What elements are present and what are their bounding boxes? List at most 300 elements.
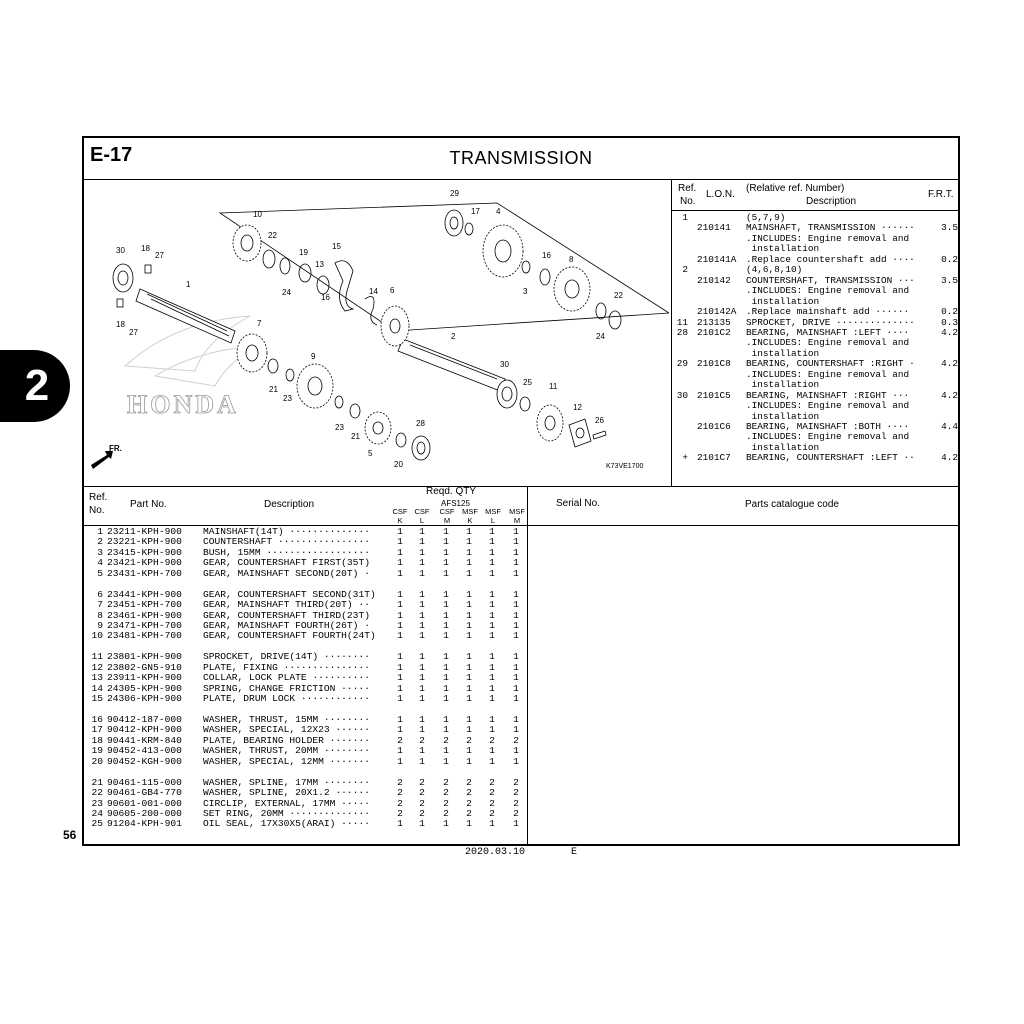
qty-value: 1 [466,682,472,694]
qty-value: 2 [397,787,403,799]
qty-value: 1 [489,557,495,569]
part-number: 23801-KPH-900 [107,651,182,663]
ref-no: 25 [91,818,103,830]
honda-text-watermark: HONDA [127,390,239,419]
ref-table-row [672,453,960,463]
part-description: GEAR, MAINSHAFT FOURTH(26T) · [203,620,370,631]
mainshaft-part [136,289,235,343]
part-number: 23451-KPH-700 [107,599,182,611]
svg-text:23: 23 [335,423,344,432]
ref-no: 11 [91,651,103,663]
qty-value: 1 [397,630,403,642]
svg-text:26: 26 [595,416,604,425]
qty-value: 1 [466,818,472,830]
qty-value: 1 [419,557,425,569]
frt-value: 0.3 [941,316,958,328]
part-description: GEAR, MAINSHAFT SECOND(20T) · [203,567,370,579]
ref-no: 10 [91,630,103,642]
part-description: PLATE, DRUM LOCK ············ [203,693,370,705]
part-number: 23911-KPH-900 [107,672,182,684]
qty-value: 1 [466,672,472,684]
qty-value: 2 [397,797,403,809]
svg-text:7: 7 [257,319,262,328]
part-description: GEAR, COUNTERSHAFT FIRST(35T) [203,557,370,569]
qty-value: 1 [397,651,403,663]
qty-value: 2 [397,807,403,819]
qty-value: 1 [466,693,472,705]
qty-value: 2 [466,787,472,799]
qty-value: 2 [443,787,449,799]
qty-value: 2 [397,734,403,746]
ref-table-header-divider [672,210,960,211]
qty-value: 1 [466,745,472,757]
ref-description: .INCLUDES: Engine removal and [746,368,910,380]
svg-text:3: 3 [523,287,528,296]
frt-value: 4.2 [941,389,958,401]
qty-value: 1 [513,755,519,767]
qty-value: 1 [489,620,495,631]
part-description: GEAR, COUNTERSHAFT SECOND(31T) [203,588,376,600]
qty-value: 1 [443,693,449,705]
ref-no: 12 [91,661,103,673]
part-description: PLATE, BEARING HOLDER ······· [203,734,370,746]
lon-code: 210141 [697,222,731,234]
part-number: 23441-KPH-900 [107,588,182,600]
qty-value: 2 [443,776,449,788]
ref-no: 4 [97,557,103,569]
section-tab: 2 [0,350,70,422]
ref-description: installation [746,379,820,391]
ref-description: .INCLUDES: Engine removal and [746,431,910,443]
qty-value: 1 [466,609,472,621]
qty-value: 2 [419,797,425,809]
svg-text:6: 6 [390,286,395,295]
svg-text:12: 12 [573,403,582,412]
frt-value: 4.2 [941,326,958,338]
qty-value: 1 [489,682,495,694]
part-description: WASHER, THRUST, 15MM ········ [203,713,370,725]
qty-value: 1 [489,588,495,600]
part-description: MAINSHAFT(14T) ·············· [203,526,370,537]
svg-text:22: 22 [268,231,277,240]
qty-column-top: CSF [414,507,430,516]
svg-text:27: 27 [129,328,138,337]
qty-value: 1 [513,526,519,537]
qty-value: 1 [419,630,425,642]
transmission-exploded-diagram [85,181,669,485]
qty-value: 1 [397,693,403,705]
part-number: 23481-KPH-700 [107,630,182,642]
ref-table-row [672,255,960,265]
part-number: 90452-KGH-900 [107,755,182,767]
qty-value: 1 [489,724,495,736]
ref-no: 24 [91,807,103,819]
qty-value: 1 [513,682,519,694]
ref-no: 28 [676,326,688,338]
svg-text:FR.: FR. [109,444,122,453]
qty-value: 1 [466,599,472,611]
honda-wing-watermark [125,316,255,386]
qty-value: 1 [397,526,403,537]
lon-code: 2101C7 [697,452,731,464]
parts-header-serial: Serial No. [556,498,600,509]
ref-no: 2 [682,264,688,276]
qty-value: 1 [397,546,403,558]
part-number: 91204-KPH-901 [107,818,182,830]
qty-value: 1 [489,661,495,673]
qty-value: 1 [443,713,449,725]
qty-value: 1 [513,609,519,621]
qty-value: 1 [397,588,403,600]
qty-value: 2 [489,776,495,788]
svg-text:1: 1 [186,280,191,289]
qty-value: 1 [397,620,403,631]
ref-description: .INCLUDES: Engine removal and [746,337,910,349]
ref-description: BEARING, MAINSHAFT :LEFT ···· [746,326,910,338]
ref-description: COUNTERSHAFT, TRANSMISSION ··· [746,274,915,286]
qty-value: 1 [513,724,519,736]
lon-code: 2101C2 [697,326,731,338]
ref-no: 23 [91,797,103,809]
svg-text:8: 8 [569,255,574,264]
qty-value: 1 [397,661,403,673]
ref-table-row [672,286,960,296]
ref-description: BEARING, MAINSHAFT :RIGHT ··· [746,389,910,401]
qty-column-bottom: L [490,516,496,525]
frt-value: 4.4 [941,421,958,432]
qty-value: 1 [466,713,472,725]
qty-value: 1 [419,661,425,673]
ref-description: SPROCKET, DRIVE ·············· [746,316,915,328]
ref-table-body [672,213,960,473]
ref-no: 18 [91,734,103,746]
page-title: TRANSMISSION [449,148,593,168]
ref-no: 6 [97,588,103,600]
part-number: 23415-KPH-900 [107,546,182,558]
gear-6 [381,306,409,346]
qty-value: 2 [419,734,425,746]
svg-text:16: 16 [542,251,551,260]
gear-10 [233,225,261,261]
part-description: WASHER, SPLINE, 20X1.2 ······ [203,787,370,799]
qty-value: 1 [419,713,425,725]
figure-code: K73VE1700 [606,463,644,470]
svg-text:29: 29 [450,189,459,198]
qty-column-bottom: M [513,516,521,525]
qty-value: 2 [466,797,472,809]
qty-value: 1 [513,818,519,830]
qty-value: 2 [513,797,519,809]
svg-text:23: 23 [283,394,292,403]
qty-value: 1 [397,609,403,621]
qty-value: 1 [513,693,519,705]
qty-value: 2 [513,734,519,746]
qty-value: 1 [489,599,495,611]
qty-value: 1 [513,546,519,558]
svg-text:28: 28 [416,419,425,428]
qty-value: 1 [513,536,519,548]
svg-text:17: 17 [471,207,480,216]
ref-description: (5,7,9) [746,212,786,223]
qty-value: 1 [513,557,519,569]
ref-description: installation [746,410,820,422]
qty-value: 1 [489,745,495,757]
ref-no: 30 [676,389,688,401]
qty-value: 1 [489,609,495,621]
frt-value: 3.5 [941,222,958,234]
ref-no: 14 [91,682,103,694]
svg-text:10: 10 [253,210,262,219]
svg-text:15: 15 [332,242,341,251]
frt-value: 0.2 [941,253,958,265]
ref-no: 29 [676,358,688,370]
bearing-29 [445,210,463,236]
plate-12 [569,419,591,447]
qty-value: 1 [419,672,425,684]
qty-value: 2 [443,734,449,746]
qty-value: 1 [466,651,472,663]
svg-text:11: 11 [549,382,558,391]
part-description: COLLAR, LOCK PLATE ·········· [203,672,370,684]
svg-text:16: 16 [321,293,330,302]
part-number: 24306-KPH-900 [107,693,182,705]
ref-table-row [672,401,960,411]
frt-value: 3.5 [941,274,958,286]
ref-description: .Replace countershaft add ···· [746,253,915,265]
qty-value: 1 [419,526,425,537]
ref-description: installation [746,441,820,453]
qty-value: 1 [443,745,449,757]
frt-value: 0.2 [941,306,958,318]
svg-text:21: 21 [269,385,278,394]
ref-description: .INCLUDES: Engine removal and [746,400,910,412]
ref-no: 15 [91,693,103,705]
qty-value: 1 [397,745,403,757]
qty-value: 1 [513,620,519,631]
qty-value: 2 [466,776,472,788]
qty-value: 1 [466,755,472,767]
qty-value: 1 [489,651,495,663]
ref-description: installation [746,243,820,255]
part-description: SET RING, 20MM ·············· [203,807,370,819]
part-number: 90601-001-000 [107,797,182,809]
qty-column-top: MSF [509,507,525,516]
part-description: GEAR, COUNTERSHAFT THIRD(23T) [203,609,370,621]
qty-value: 1 [513,630,519,642]
ref-header-frt: F.R.T. [928,189,954,200]
ref-no: 1 [97,526,103,537]
parts-header-part-no: Part No. [130,499,167,510]
gear-5 [365,412,391,444]
part-description: WASHER, SPECIAL, 12MM ······· [203,755,370,767]
qty-value: 1 [466,557,472,569]
qty-value: 1 [513,713,519,725]
ref-no: 17 [91,724,103,736]
parts-table-row [85,569,535,579]
bearing-30-left [113,264,133,292]
qty-value: 1 [419,724,425,736]
qty-value: 1 [397,682,403,694]
qty-value: 1 [489,755,495,767]
part-description: OIL SEAL, 17X30X5(ARAI) ····· [203,818,370,830]
part-description: WASHER, THRUST, 20MM ········ [203,745,370,757]
ref-description: .INCLUDES: Engine removal and [746,285,910,297]
qty-value: 1 [443,609,449,621]
edition-code: E [571,847,578,858]
part-description: WASHER, SPECIAL, 12X23 ······ [203,724,370,736]
part-description: COUNTERSHAFT ················ [203,536,370,548]
qty-value: 1 [419,567,425,579]
qty-value: 1 [419,536,425,548]
parts-header-reqd-qty: Reqd. QTY [426,486,477,497]
svg-text:18: 18 [116,320,125,329]
bearing-30-right [497,380,517,408]
ref-no: 13 [91,672,103,684]
svg-text:5: 5 [368,449,373,458]
part-number: 23461-KPH-900 [107,609,182,621]
qty-value: 1 [513,588,519,600]
lon-code: 2101C5 [697,389,731,401]
qty-value: 1 [489,672,495,684]
qty-value: 1 [513,567,519,579]
qty-value: 1 [419,620,425,631]
qty-value: 1 [466,620,472,631]
qty-value: 1 [443,661,449,673]
gear-4 [483,225,523,277]
qty-value: 1 [397,755,403,767]
qty-value: 1 [419,755,425,767]
part-description: GEAR, COUNTERSHAFT FOURTH(24T) [203,630,376,642]
qty-value: 1 [513,651,519,663]
qty-value: 2 [419,787,425,799]
ref-no: 9 [97,620,103,631]
qty-value: 1 [489,526,495,537]
svg-text:19: 19 [299,248,308,257]
svg-text:20: 20 [394,460,403,469]
ref-header-desc-top: (Relative ref. Number) [746,183,845,194]
qty-value: 1 [419,818,425,830]
part-number: 90412-KPH-900 [107,724,182,736]
qty-value: 2 [513,807,519,819]
qty-value: 2 [489,807,495,819]
lon-code: 210142 [697,274,731,286]
qty-value: 2 [489,734,495,746]
qty-value: 1 [443,724,449,736]
qty-value: 1 [466,567,472,579]
ref-description: MAINSHAFT, TRANSMISSION ······ [746,222,915,234]
front-direction-marker [91,444,122,469]
qty-value: 1 [489,567,495,579]
qty-value: 1 [397,536,403,548]
qty-value: 1 [466,630,472,642]
ref-no: 5 [97,567,103,579]
qty-column-bottom: K [397,516,403,525]
section-code: E-17 [90,144,133,166]
svg-text:18: 18 [141,244,150,253]
qty-value: 1 [443,755,449,767]
svg-text:14: 14 [369,287,378,296]
qty-value: 1 [443,536,449,548]
qty-value: 2 [443,807,449,819]
publication-date: 2020.03.10 [465,847,526,858]
ref-no: 19 [91,745,103,757]
qty-value: 1 [443,567,449,579]
qty-value: 1 [397,672,403,684]
svg-text:2: 2 [451,332,456,341]
qty-value: 1 [397,818,403,830]
qty-value: 1 [466,526,472,537]
parts-header-no: No. [89,505,105,516]
parts-header-catalogue: Parts catalogue code [745,499,839,510]
gear-9 [297,364,333,408]
countershaft-group-outline [220,203,669,331]
svg-text:27: 27 [155,251,164,260]
washers [263,223,621,447]
qty-value: 1 [443,672,449,684]
ref-no: 1 [682,212,688,223]
qty-value: 1 [489,536,495,548]
svg-text:25: 25 [523,378,532,387]
qty-value: 1 [443,588,449,600]
ref-no: + [682,452,688,464]
qty-value: 1 [489,693,495,705]
qty-value: 1 [397,599,403,611]
qty-value: 2 [466,734,472,746]
qty-column-bottom: K [467,516,473,525]
qty-column-top: MSF [462,507,478,516]
parts-header-description: Description [264,499,315,510]
part-description: PLATE, FIXING ··············· [203,661,370,673]
parts-header-model: AFS125 [441,499,470,508]
part-number: 90605-200-000 [107,807,182,819]
qty-value: 1 [466,588,472,600]
ref-description: BEARING, MAINSHAFT :BOTH ···· [746,421,910,432]
qty-value: 1 [489,818,495,830]
qty-value: 1 [466,536,472,548]
part-number: 23211-KPH-900 [107,526,182,537]
frt-value: 4.2 [941,452,958,464]
part-number: 23421-KPH-900 [107,557,182,569]
qty-column-top: CSF [392,507,408,516]
ref-no: 3 [97,546,103,558]
part-description: SPRING, CHANGE FRICTION ····· [203,682,370,694]
qty-value: 1 [443,651,449,663]
ref-header-no: No. [680,196,696,207]
ref-header-ref: Ref. [678,183,697,194]
ref-no: 8 [97,609,103,621]
part-number: 24305-KPH-900 [107,682,182,694]
ref-table-row [672,307,960,317]
qty-value: 1 [466,546,472,558]
qty-column-bottom: M [443,516,451,525]
part-number: 90461-GB4-770 [107,787,182,799]
ref-description: .INCLUDES: Engine removal and [746,232,910,244]
parts-table-row [85,631,535,641]
qty-value: 2 [489,787,495,799]
qty-value: 1 [443,599,449,611]
lon-code: 213135 [697,316,731,328]
part-number: 23431-KPH-700 [107,567,182,579]
qty-value: 1 [443,682,449,694]
part-number: 23471-KPH-700 [107,620,182,631]
ref-no: 20 [91,755,103,767]
part-description: BUSH, 15MM ·················· [203,546,370,558]
gear-8 [554,267,590,311]
svg-text:13: 13 [315,260,324,269]
qty-value: 1 [419,745,425,757]
ref-no: 22 [91,787,103,799]
qty-value: 1 [443,526,449,537]
